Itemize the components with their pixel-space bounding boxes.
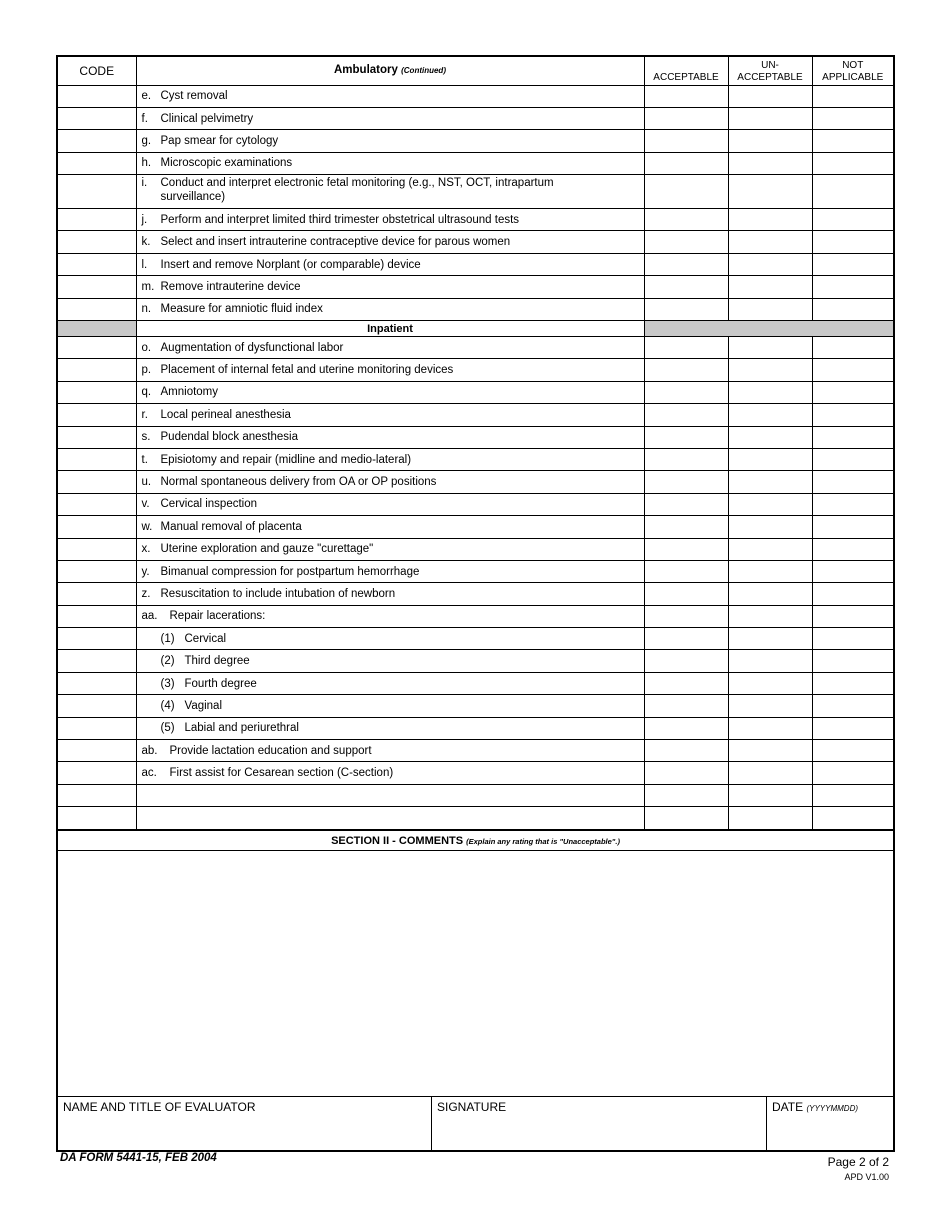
not-applicable-rating-cell[interactable] bbox=[812, 784, 893, 806]
item-text: Measure for amniotic fluid index bbox=[160, 303, 323, 316]
inpatient-rating-shade bbox=[644, 321, 893, 337]
code-cell[interactable] bbox=[58, 605, 136, 627]
item-description bbox=[136, 583, 644, 605]
comments-section-header bbox=[58, 829, 893, 851]
item-text: Remove intrauterine device bbox=[160, 280, 301, 293]
item-text: Cervical inspection bbox=[160, 498, 258, 511]
not-applicable-rating-cell[interactable] bbox=[812, 650, 893, 672]
item-label: w. bbox=[141, 520, 153, 533]
code-cell[interactable] bbox=[58, 130, 136, 152]
not-applicable-rating-cell[interactable] bbox=[812, 740, 893, 762]
blank-table-row bbox=[58, 807, 893, 829]
table-row bbox=[58, 560, 893, 582]
item-description bbox=[136, 130, 644, 152]
item-text: Normal spontaneous delivery from OA or OP positions bbox=[160, 476, 437, 489]
item-description bbox=[136, 650, 644, 672]
not-applicable-rating-cell[interactable] bbox=[812, 426, 893, 448]
item-text: Insert and remove Norplant (or comparable) device bbox=[160, 258, 421, 271]
item-label: e. bbox=[141, 90, 152, 103]
item-label: ab. bbox=[141, 744, 158, 757]
item-description bbox=[136, 359, 644, 381]
item-text: Bimanual compression for postpartum hemorrhage bbox=[160, 565, 420, 578]
form-frame bbox=[56, 55, 895, 1152]
item-label: m. bbox=[141, 280, 155, 293]
not-applicable-rating-cell[interactable] bbox=[812, 493, 893, 515]
ambulatory-items bbox=[58, 85, 893, 321]
acceptable-rating-cell[interactable] bbox=[644, 583, 728, 605]
evaluator-name-field[interactable] bbox=[58, 1097, 432, 1151]
unacceptable-header-line2: ACCEPTABLE bbox=[737, 71, 803, 83]
unacceptable-rating-cell[interactable] bbox=[728, 695, 812, 717]
item-text-continued: surveillance) bbox=[160, 191, 226, 204]
table-row bbox=[58, 276, 893, 298]
comments-title: SECTION II - COMMENTS bbox=[331, 835, 464, 847]
code-cell[interactable] bbox=[58, 152, 136, 174]
unacceptable-rating-cell[interactable] bbox=[728, 672, 812, 694]
unacceptable-rating-cell[interactable] bbox=[728, 209, 812, 231]
page-number: Page 2 of 2 bbox=[827, 1155, 889, 1169]
acceptable-rating-cell[interactable] bbox=[644, 448, 728, 470]
table-row bbox=[58, 107, 893, 129]
not-applicable-rating-cell[interactable] bbox=[812, 359, 893, 381]
comments-text-area[interactable] bbox=[58, 851, 893, 1096]
item-description-blank[interactable] bbox=[136, 784, 644, 806]
sub-item-indent bbox=[142, 678, 257, 690]
code-cell[interactable] bbox=[58, 337, 136, 359]
not-applicable-header-line2: APPLICABLE bbox=[822, 71, 884, 83]
unacceptable-rating-cell[interactable] bbox=[728, 130, 812, 152]
not-applicable-rating-cell[interactable] bbox=[812, 807, 893, 829]
unacceptable-rating-cell[interactable] bbox=[728, 298, 812, 320]
evaluator-name-label: NAME AND TITLE OF EVALUATOR bbox=[63, 1100, 256, 1114]
unacceptable-rating-cell[interactable] bbox=[728, 448, 812, 470]
date-label: DATE bbox=[772, 1100, 804, 1114]
item-text: Labial and periurethral bbox=[184, 722, 299, 735]
unacceptable-rating-cell[interactable] bbox=[728, 337, 812, 359]
item-label: q. bbox=[141, 386, 152, 399]
table-row bbox=[58, 448, 893, 470]
item-text: Uterine exploration and gauze "curettage" bbox=[160, 543, 374, 556]
item-label: o. bbox=[141, 341, 152, 354]
acceptable-rating-cell[interactable] bbox=[644, 426, 728, 448]
unacceptable-rating-cell[interactable] bbox=[728, 231, 812, 253]
item-text: Local perineal anesthesia bbox=[160, 408, 291, 421]
item-label: v. bbox=[141, 498, 150, 511]
not-applicable-rating-cell[interactable] bbox=[812, 762, 893, 784]
item-description bbox=[136, 209, 644, 231]
unacceptable-rating-cell[interactable] bbox=[728, 605, 812, 627]
not-applicable-rating-cell[interactable] bbox=[812, 560, 893, 582]
item-text: Third degree bbox=[184, 655, 250, 668]
item-text: Manual removal of placenta bbox=[160, 520, 302, 533]
acceptable-rating-cell[interactable] bbox=[644, 298, 728, 320]
code-cell[interactable] bbox=[58, 695, 136, 717]
acceptable-rating-cell[interactable] bbox=[644, 107, 728, 129]
item-description bbox=[136, 426, 644, 448]
acceptable-rating-cell[interactable] bbox=[644, 538, 728, 560]
item-text: Episiotomy and repair (midline and medio-lateral) bbox=[160, 453, 412, 466]
unacceptable-rating-cell[interactable] bbox=[728, 253, 812, 275]
not-applicable-column-header bbox=[812, 57, 893, 85]
sub-item-indent bbox=[142, 655, 250, 667]
item-label: p. bbox=[141, 364, 152, 377]
item-label: k. bbox=[141, 236, 151, 249]
table-row bbox=[58, 337, 893, 359]
item-label: f. bbox=[141, 112, 148, 125]
table-row bbox=[58, 359, 893, 381]
item-description bbox=[136, 672, 644, 694]
table-row bbox=[58, 672, 893, 694]
unacceptable-rating-cell[interactable] bbox=[728, 493, 812, 515]
not-applicable-rating-cell[interactable] bbox=[812, 448, 893, 470]
unacceptable-rating-cell[interactable] bbox=[728, 85, 812, 107]
not-applicable-rating-cell[interactable] bbox=[812, 85, 893, 107]
not-applicable-rating-cell[interactable] bbox=[812, 209, 893, 231]
table-row bbox=[58, 298, 893, 320]
item-label: ac. bbox=[141, 767, 157, 780]
item-description bbox=[136, 253, 644, 275]
item-description bbox=[136, 298, 644, 320]
item-label: (2) bbox=[160, 655, 175, 668]
code-column-header: CODE bbox=[58, 57, 136, 85]
sub-item-indent bbox=[142, 722, 299, 734]
item-text: Pap smear for cytology bbox=[160, 134, 279, 147]
item-label: l. bbox=[141, 258, 148, 271]
acceptable-rating-cell[interactable] bbox=[644, 628, 728, 650]
item-label: s. bbox=[141, 431, 151, 444]
item-description bbox=[136, 493, 644, 515]
acceptable-rating-cell[interactable] bbox=[644, 493, 728, 515]
item-description bbox=[136, 560, 644, 582]
code-cell[interactable] bbox=[58, 516, 136, 538]
unacceptable-rating-cell[interactable] bbox=[728, 650, 812, 672]
date-field[interactable] bbox=[767, 1097, 893, 1151]
table-row bbox=[58, 130, 893, 152]
not-applicable-rating-cell[interactable] bbox=[812, 130, 893, 152]
not-applicable-rating-cell[interactable] bbox=[812, 672, 893, 694]
code-cell[interactable] bbox=[58, 381, 136, 403]
acceptable-rating-cell[interactable] bbox=[644, 807, 728, 829]
acceptable-rating-cell[interactable] bbox=[644, 762, 728, 784]
item-description bbox=[136, 404, 644, 426]
form-id: DA FORM 5441-15, FEB 2004 bbox=[60, 1152, 217, 1164]
not-applicable-rating-cell[interactable] bbox=[812, 337, 893, 359]
item-description bbox=[136, 538, 644, 560]
evaluation-table bbox=[58, 57, 893, 830]
item-label: aa. bbox=[141, 610, 158, 623]
code-cell[interactable] bbox=[58, 628, 136, 650]
inpatient-items bbox=[58, 337, 893, 785]
code-cell[interactable] bbox=[58, 807, 136, 829]
unacceptable-rating-cell[interactable] bbox=[728, 107, 812, 129]
item-label: z. bbox=[141, 588, 151, 600]
code-cell[interactable] bbox=[58, 209, 136, 231]
acceptable-header-label: ACCEPTABLE bbox=[653, 71, 719, 83]
acceptable-rating-cell[interactable] bbox=[644, 152, 728, 174]
unacceptable-rating-cell[interactable] bbox=[728, 471, 812, 493]
acceptable-rating-cell[interactable] bbox=[644, 404, 728, 426]
acceptable-rating-cell[interactable] bbox=[644, 253, 728, 275]
code-cell[interactable] bbox=[58, 253, 136, 275]
ambulatory-continued-note: (Continued) bbox=[401, 66, 446, 76]
item-label: (4) bbox=[160, 699, 175, 712]
table-row bbox=[58, 516, 893, 538]
table-row bbox=[58, 583, 893, 605]
item-description-blank[interactable] bbox=[136, 807, 644, 829]
unacceptable-rating-cell[interactable] bbox=[728, 740, 812, 762]
acceptable-rating-cell[interactable] bbox=[644, 471, 728, 493]
not-applicable-header-line1: NOT bbox=[842, 59, 864, 71]
comments-note: (Explain any rating that is "Unacceptable".) bbox=[466, 837, 620, 846]
item-description bbox=[136, 471, 644, 493]
table-row bbox=[58, 426, 893, 448]
unacceptable-rating-cell[interactable] bbox=[728, 762, 812, 784]
acceptable-rating-cell[interactable] bbox=[644, 231, 728, 253]
table-row bbox=[58, 404, 893, 426]
item-description bbox=[136, 276, 644, 298]
item-label: i. bbox=[141, 177, 148, 190]
code-cell[interactable] bbox=[58, 538, 136, 560]
table-header-row bbox=[58, 57, 893, 85]
item-text: Cyst removal bbox=[160, 90, 228, 103]
not-applicable-rating-cell[interactable] bbox=[812, 231, 893, 253]
item-label: (5) bbox=[160, 722, 175, 735]
inpatient-section-row bbox=[58, 321, 893, 337]
item-description bbox=[136, 85, 644, 107]
code-cell[interactable] bbox=[58, 740, 136, 762]
acceptable-rating-cell[interactable] bbox=[644, 605, 728, 627]
unacceptable-rating-cell[interactable] bbox=[728, 276, 812, 298]
blank-table-row bbox=[58, 784, 893, 806]
item-text: Repair lacerations: bbox=[169, 610, 266, 623]
item-text: Amniotomy bbox=[160, 386, 219, 399]
unacceptable-header-line1: UN- bbox=[761, 59, 779, 71]
not-applicable-rating-cell[interactable] bbox=[812, 152, 893, 174]
item-text: Perform and interpret limited third trimester obstetrical ultrasound tests bbox=[160, 213, 520, 226]
code-cell[interactable] bbox=[58, 359, 136, 381]
item-description bbox=[136, 717, 644, 739]
acceptable-rating-cell[interactable] bbox=[644, 650, 728, 672]
code-cell[interactable] bbox=[58, 583, 136, 605]
item-label: u. bbox=[141, 476, 152, 489]
table-row bbox=[58, 209, 893, 231]
acceptable-rating-cell[interactable] bbox=[644, 337, 728, 359]
item-description bbox=[136, 107, 644, 129]
code-cell[interactable] bbox=[58, 107, 136, 129]
unacceptable-rating-cell[interactable] bbox=[728, 516, 812, 538]
table-row bbox=[58, 493, 893, 515]
item-text: Microscopic examinations bbox=[160, 157, 293, 170]
table-row bbox=[58, 717, 893, 739]
item-text: Pudendal block anesthesia bbox=[160, 431, 298, 444]
acceptable-rating-cell[interactable] bbox=[644, 740, 728, 762]
table-row bbox=[58, 175, 893, 209]
table-row bbox=[58, 695, 893, 717]
item-label: x. bbox=[141, 543, 151, 556]
not-applicable-rating-cell[interactable] bbox=[812, 381, 893, 403]
table-row bbox=[58, 538, 893, 560]
unacceptable-rating-cell[interactable] bbox=[728, 583, 812, 605]
item-description bbox=[136, 152, 644, 174]
item-text: Select and insert intrauterine contraceptive device for parous women bbox=[160, 236, 511, 249]
acceptable-column-header bbox=[644, 57, 728, 85]
item-text: Fourth degree bbox=[184, 677, 257, 690]
item-text: Conduct and interpret electronic fetal monitoring (e.g., NST, OCT, intrapartum bbox=[160, 177, 554, 190]
item-description bbox=[136, 231, 644, 253]
table-row bbox=[58, 231, 893, 253]
acceptable-rating-cell[interactable] bbox=[644, 717, 728, 739]
inpatient-code-shade bbox=[58, 321, 136, 337]
acceptable-rating-cell[interactable] bbox=[644, 359, 728, 381]
code-cell[interactable] bbox=[58, 784, 136, 806]
not-applicable-rating-cell[interactable] bbox=[812, 695, 893, 717]
unacceptable-rating-cell[interactable] bbox=[728, 807, 812, 829]
item-text: Resuscitation to include intubation of newborn bbox=[160, 588, 396, 600]
acceptable-rating-cell[interactable] bbox=[644, 276, 728, 298]
unacceptable-rating-cell[interactable] bbox=[728, 717, 812, 739]
item-text: Clinical pelvimetry bbox=[160, 112, 254, 125]
not-applicable-rating-cell[interactable] bbox=[812, 253, 893, 275]
item-description bbox=[136, 516, 644, 538]
code-cell[interactable] bbox=[58, 717, 136, 739]
ambulatory-section-header bbox=[136, 57, 644, 85]
item-label: y. bbox=[141, 565, 150, 578]
item-label: h. bbox=[141, 157, 152, 170]
unacceptable-rating-cell[interactable] bbox=[728, 381, 812, 403]
unacceptable-rating-cell[interactable] bbox=[728, 628, 812, 650]
code-cell[interactable] bbox=[58, 560, 136, 582]
not-applicable-rating-cell[interactable] bbox=[812, 583, 893, 605]
unacceptable-rating-cell[interactable] bbox=[728, 426, 812, 448]
item-description bbox=[136, 448, 644, 470]
not-applicable-rating-cell[interactable] bbox=[812, 538, 893, 560]
blank-rows bbox=[58, 784, 893, 829]
item-text: Provide lactation education and support bbox=[169, 744, 372, 757]
code-cell[interactable] bbox=[58, 175, 136, 209]
unacceptable-rating-cell[interactable] bbox=[728, 784, 812, 806]
table-row bbox=[58, 152, 893, 174]
code-cell[interactable] bbox=[58, 493, 136, 515]
code-cell[interactable] bbox=[58, 762, 136, 784]
not-applicable-rating-cell[interactable] bbox=[812, 471, 893, 493]
unacceptable-rating-cell[interactable] bbox=[728, 560, 812, 582]
table-row bbox=[58, 650, 893, 672]
not-applicable-rating-cell[interactable] bbox=[812, 276, 893, 298]
item-text: Vaginal bbox=[184, 699, 223, 712]
code-cell[interactable] bbox=[58, 448, 136, 470]
item-text: Cervical bbox=[184, 632, 227, 645]
code-cell[interactable] bbox=[58, 404, 136, 426]
code-cell[interactable] bbox=[58, 276, 136, 298]
table-row bbox=[58, 381, 893, 403]
item-label: (1) bbox=[160, 632, 175, 645]
table-row bbox=[58, 253, 893, 275]
acceptable-rating-cell[interactable] bbox=[644, 672, 728, 694]
acceptable-rating-cell[interactable] bbox=[644, 695, 728, 717]
code-cell[interactable] bbox=[58, 672, 136, 694]
table-row bbox=[58, 762, 893, 784]
signature-block bbox=[58, 1096, 893, 1150]
item-label: j. bbox=[141, 213, 148, 226]
code-cell[interactable] bbox=[58, 85, 136, 107]
inpatient-section-header: Inpatient bbox=[136, 321, 644, 337]
code-cell[interactable] bbox=[58, 231, 136, 253]
ambulatory-title: Ambulatory bbox=[334, 64, 398, 77]
acceptable-rating-cell[interactable] bbox=[644, 85, 728, 107]
code-cell[interactable] bbox=[58, 471, 136, 493]
item-label: (3) bbox=[160, 677, 175, 690]
acceptable-rating-cell[interactable] bbox=[644, 784, 728, 806]
item-label: t. bbox=[141, 453, 148, 466]
unacceptable-rating-cell[interactable] bbox=[728, 404, 812, 426]
unacceptable-rating-cell[interactable] bbox=[728, 175, 812, 209]
item-description bbox=[136, 605, 644, 627]
unacceptable-rating-cell[interactable] bbox=[728, 538, 812, 560]
code-cell[interactable] bbox=[58, 650, 136, 672]
table-row bbox=[58, 628, 893, 650]
apd-version: APD V1.00 bbox=[844, 1172, 889, 1182]
item-description bbox=[136, 740, 644, 762]
acceptable-rating-cell[interactable] bbox=[644, 516, 728, 538]
signature-field[interactable] bbox=[432, 1097, 767, 1151]
item-description bbox=[136, 381, 644, 403]
not-applicable-rating-cell[interactable] bbox=[812, 628, 893, 650]
not-applicable-rating-cell[interactable] bbox=[812, 298, 893, 320]
unacceptable-rating-cell[interactable] bbox=[728, 359, 812, 381]
item-description bbox=[136, 695, 644, 717]
signature-label: SIGNATURE bbox=[437, 1100, 507, 1114]
item-text: Placement of internal fetal and uterine monitoring devices bbox=[160, 364, 454, 377]
sub-item-indent bbox=[142, 700, 223, 712]
not-applicable-rating-cell[interactable] bbox=[812, 404, 893, 426]
acceptable-rating-cell[interactable] bbox=[644, 175, 728, 209]
item-description bbox=[136, 175, 644, 209]
unacceptable-rating-cell[interactable] bbox=[728, 152, 812, 174]
table-row bbox=[58, 740, 893, 762]
item-description bbox=[136, 628, 644, 650]
item-text: First assist for Cesarean section (C-section) bbox=[169, 767, 394, 780]
acceptable-rating-cell[interactable] bbox=[644, 560, 728, 582]
table-row bbox=[58, 85, 893, 107]
not-applicable-rating-cell[interactable] bbox=[812, 717, 893, 739]
date-format-hint: (YYYYMMDD) bbox=[806, 1104, 859, 1113]
item-description bbox=[136, 337, 644, 359]
table-row bbox=[58, 605, 893, 627]
not-applicable-rating-cell[interactable] bbox=[812, 516, 893, 538]
sub-item-indent bbox=[142, 633, 227, 645]
item-label: n. bbox=[141, 303, 152, 316]
acceptable-rating-cell[interactable] bbox=[644, 130, 728, 152]
item-text: Augmentation of dysfunctional labor bbox=[160, 341, 344, 354]
item-label: g. bbox=[141, 134, 152, 147]
code-cell[interactable] bbox=[58, 426, 136, 448]
not-applicable-rating-cell[interactable] bbox=[812, 107, 893, 129]
acceptable-rating-cell[interactable] bbox=[644, 381, 728, 403]
unacceptable-column-header bbox=[728, 57, 812, 85]
table-row bbox=[58, 471, 893, 493]
acceptable-rating-cell[interactable] bbox=[644, 209, 728, 231]
not-applicable-rating-cell[interactable] bbox=[812, 605, 893, 627]
item-description bbox=[136, 762, 644, 784]
not-applicable-rating-cell[interactable] bbox=[812, 175, 893, 209]
item-label: r. bbox=[141, 408, 148, 421]
code-cell[interactable] bbox=[58, 298, 136, 320]
